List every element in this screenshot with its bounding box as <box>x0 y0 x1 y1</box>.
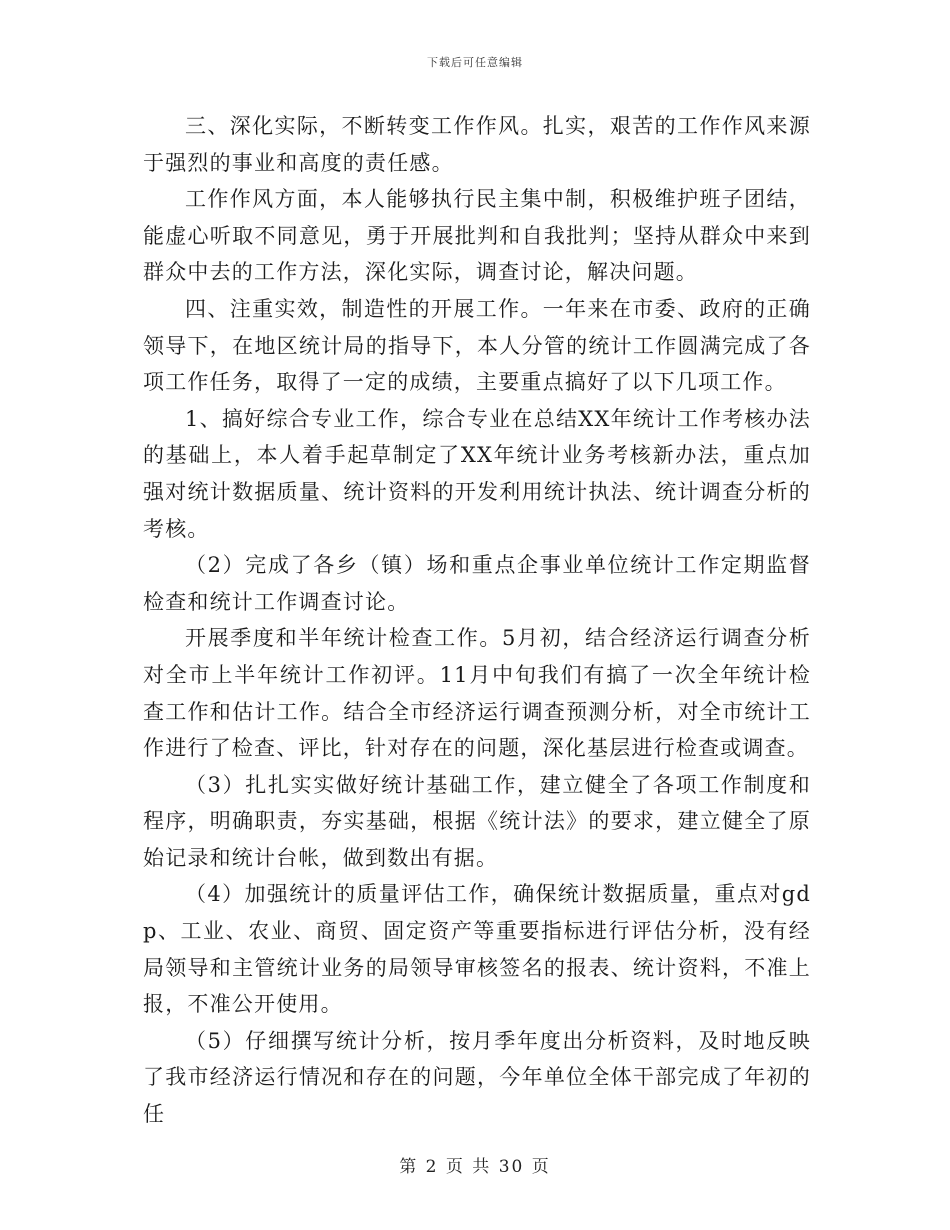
paragraph-4: 1、搞好综合专业工作，综合专业在总结XX年统计工作考核办法的基础上，本人着手起草制定了XX年统计业务考核新办法，重点加强对统计数据质量、统计资料的开发利用统计执法、统计调查分析的考核。 <box>143 406 811 541</box>
paragraph-7: （3）扎扎实实做好统计基础工作，建立健全了各项工作制度和程序，明确职责，夯实基础，根据《统计法》的要求，建立健全了原始记录和统计台帐，做到数出有据。 <box>143 772 811 870</box>
page-number-footer: 第 2 页 共 30 页 <box>399 1157 551 1177</box>
paragraph-2: 工作作风方面，本人能够执行民主集中制，积极维护班子团结，能虚心听取不同意见，勇于开展批判和自我批判；坚持从群众中来到群众中去的工作方法，深化实际，调查讨论，解决问题。 <box>143 187 811 285</box>
paragraph-8: （4）加强统计的质量评估工作，确保统计数据质量，重点对gdp、工业、农业、商贸、固定资产等重要指标进行评估分析，没有经局领导和主管统计业务的局领导审核签名的报表、统计资料，不准上报，不准公开使用。 <box>143 882 811 1017</box>
paragraph-6: 开展季度和半年统计检查工作。5月初，结合经济运行调查分析对全市上半年统计工作初评。11月中旬我们有搞了一次全年统计检查工作和估计工作。结合全市经济运行调查预测分析，对全市统计工作进行了检查、评比，针对存在的问题，深化基层进行检查或调查。 <box>143 626 811 761</box>
document-body <box>143 108 811 1133</box>
paragraph-3: 四、注重实效，制造性的开展工作。一年来在市委、政府的正确领导下，在地区统计局的指导下，本人分管的统计工作圆满完成了各项工作任务，取得了一定的成绩，主要重点搞好了以下几项工作。 <box>143 296 811 395</box>
paragraph-1: 三、深化实际，不断转变工作作风。扎实，艰苦的工作作风来源于强烈的事业和高度的责任感。 <box>143 114 811 175</box>
page-header: 下载后可任意编辑 <box>427 56 523 69</box>
paragraph-9: （5）仔细撰写统计分析，按月季年度出分析资料，及时地反映了我市经济运行情况和存在的问题，今年单位全体干部完成了年初的任 <box>143 1028 811 1127</box>
paragraph-5: （2）完成了各乡（镇）场和重点企事业单位统计工作定期监督检查和统计工作调查讨论。 <box>143 553 811 614</box>
